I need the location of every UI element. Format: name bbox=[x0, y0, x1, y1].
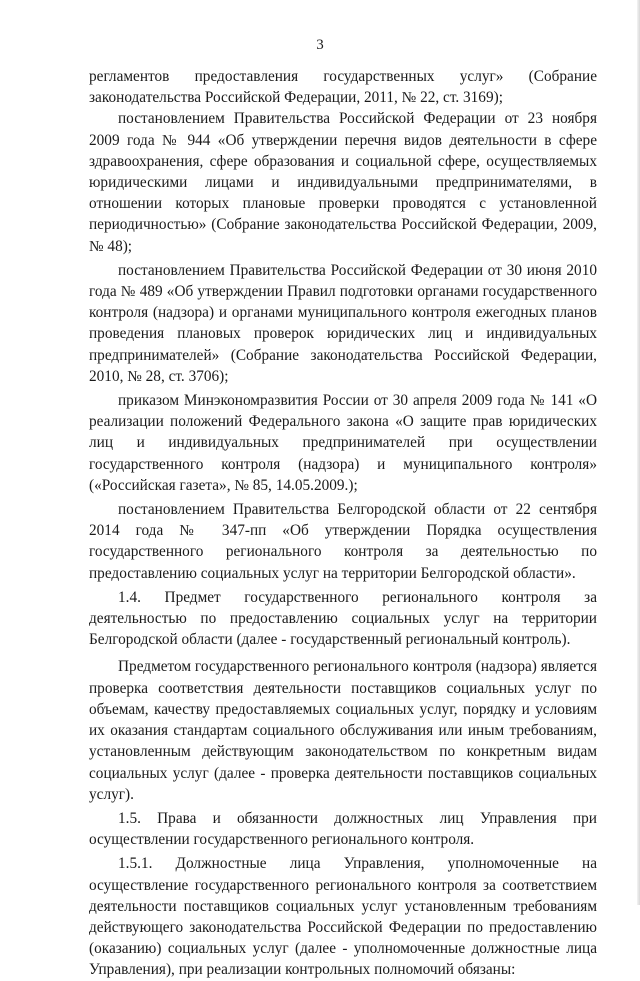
document-body bbox=[89, 66, 597, 981]
paragraph-order-141: приказом Минэкономразвития России от 30 апреля 2009 года № 141 «О реализации положений Федерального закона «О защите прав юридических лиц и индивидуальных предпринимателей при осуществлении государственного контроля (надзора) и муниципального контроля» («Российская газета», № 85, 14.05.2009.); bbox=[89, 392, 597, 494]
paragraph-section-1-4: 1.4. Предмет государственного регионального контроля за деятельностью по предоставлению социальных услуг на территории Белгородской области (далее - государственный региональный контроль). bbox=[89, 588, 597, 649]
paragraph-section-1-5: 1.5. Права и обязанности должностных лиц Управления при осуществлении государственного регионального контроля. bbox=[89, 809, 597, 849]
paragraph-subject-of-control: Предметом государственного регионального контроля (надзора) является проверка соответствия деятельности поставщиков социальных услуг по объемам, качеству предоставляемых социальных услуг, порядку и условиям их оказания стандартам социального обслуживания или иным требованиям, установленным действующим законодательством по конкретным видам социальных услуг (далее - проверка деятельности поставщиков социальных услуг). bbox=[89, 658, 597, 803]
paragraph-section-1-5-1: 1.5.1. Должностные лица Управления, уполномоченные на осуществление государственного регионального контроля за соответствием деятельности поставщиков социальных услуг установленным требованиям действующего законодательства Российской Федерации по предоставлению (оказанию) социальных услуг (далее - уполномоченные должностные лица Управления), при реализации контрольных полномочий обязаны: bbox=[89, 855, 597, 979]
page-number: 3 bbox=[316, 37, 324, 53]
paragraph-decree-489: постановлением Правительства Российской Федерации от 30 июня 2010 года № 489 «Об утверждении Правил подготовки органами государственного контроля (надзора) и органами муниципального контроля ежегодных планов проведения плановых проверок юридических лиц и индивидуальных предпринимателей» (Собрание законодательства Российской Федерации, 2010, № 28, ст. 3706); bbox=[89, 261, 597, 385]
paragraph-continuation: регламентов предоставления государственных услуг» (Собрание законодательства Российской Федерации, 2011, № 22, ст. 3169); bbox=[89, 68, 597, 107]
paragraph-decree-944: постановлением Правительства Российской Федерации от 23 ноября 2009 года № 944 «Об утверждении перечня видов деятельности в сфере здравоохранения, сфере образования и социальной сфере, осуществляемых юридическими лицами и индивидуальными предпринимателями, в отношении которых плановые проверки проводятся с установленной периодичностью» (Собрание законодательства Российской Федерации, 2009, № 48); bbox=[89, 110, 597, 255]
paragraph-decree-347pp: постановлением Правительства Белгородской области от 22 сентября 2014 года № 347-пп «Об утверждении Порядка осуществления государственного регионального контроля за деятельностью по предоставлению социальных услуг на территории Белгородской области». bbox=[89, 501, 597, 582]
